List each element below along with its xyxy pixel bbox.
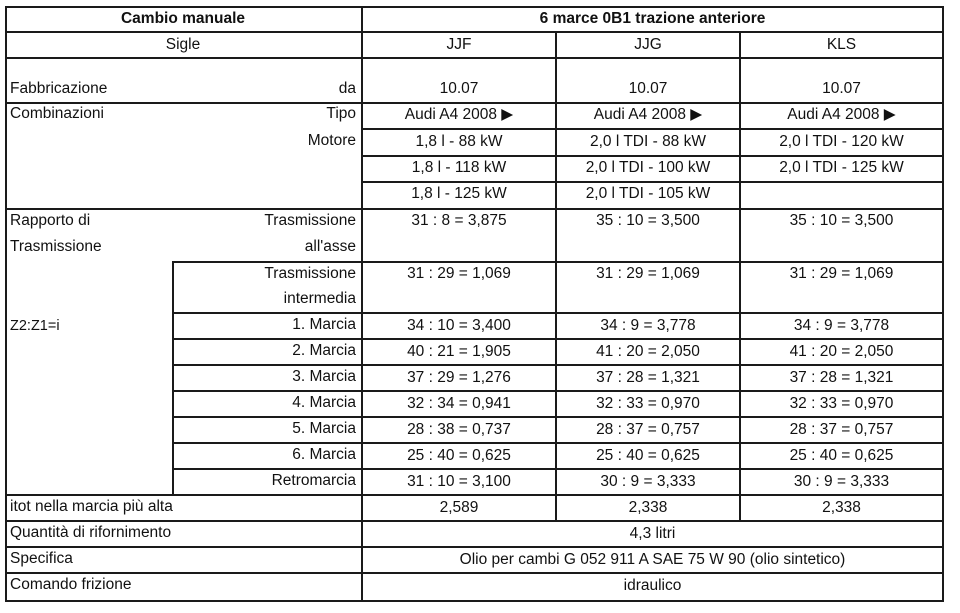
rule [172,468,944,470]
rule [361,128,944,130]
rule [172,390,944,392]
asse-value: 35 : 10 = 3,500 [789,212,894,229]
fabbricazione-value: 10.07 [439,80,479,97]
fabbricazione-label: Fabbricazione [10,80,108,97]
rule [5,208,944,210]
sigle-code: JJG [634,36,662,53]
asse-label: all'asse [304,238,356,255]
fabbricazione-sub: da [338,80,356,97]
motore-value: 2,0 l TDI - 120 kW [779,133,904,150]
gear-value: 41 : 20 = 2,050 [596,343,700,360]
gear-label: 3. Marcia [292,368,356,385]
gear-value: 32 : 33 = 0,970 [789,395,894,412]
gear-label: Retromarcia [271,472,356,489]
rule [5,546,944,548]
motore-label: Motore [307,132,356,149]
sigle-label: Sigle [165,36,201,53]
gear-value: 32 : 34 = 0,941 [407,395,511,412]
rule [5,572,944,574]
intermedia-value: 31 : 29 = 1,069 [407,265,511,282]
motore-value: 2,0 l TDI - 105 kW [585,185,711,202]
rule [5,520,944,522]
gear-value: 25 : 40 = 0,625 [407,447,511,464]
gear-value: 37 : 29 = 1,276 [407,369,511,386]
tipo-label: Tipo [326,105,356,122]
intermedia-label: Trasmissione [264,265,356,282]
gear-value: 25 : 40 = 0,625 [596,447,700,464]
fabbricazione-value: 10.07 [822,80,861,97]
rule [172,338,944,340]
intermedia-value: 31 : 29 = 1,069 [789,265,894,282]
motore-value: 2,0 l TDI - 100 kW [585,159,711,176]
rule [172,442,944,444]
rule [172,416,944,418]
gear-value: 28 : 37 = 0,757 [789,421,894,438]
gear-value: 25 : 40 = 0,625 [789,447,894,464]
itot-value: 2,338 [628,499,668,516]
sigle-code: JJF [446,36,472,53]
gear-value: 30 : 9 = 3,333 [600,473,696,490]
itot-label: itot nella marcia più alta [10,498,173,515]
rule [5,31,944,33]
gear-value: 30 : 9 = 3,333 [793,473,890,490]
rule [172,364,944,366]
frizione-label: Comando frizione [10,576,132,593]
border-left [5,6,7,602]
fabbricazione-value: 10.07 [628,80,668,97]
intermedia-label: intermedia [283,290,356,307]
specifica-value: Olio per cambi G 052 911 A SAE 75 W 90 (olio sintetico) [459,551,846,568]
rule [361,181,944,183]
rapporto-label: Rapporto di [10,212,91,229]
gear-value: 40 : 21 = 1,905 [407,343,511,360]
rule [361,155,944,157]
rule [5,102,944,104]
gear-value: 41 : 20 = 2,050 [789,343,894,360]
gear-value: 37 : 28 = 1,321 [596,369,700,386]
asse-value: 31 : 8 = 3,875 [411,212,507,229]
tipo-value: Audi A4 2008 ▶ [404,106,514,123]
motore-value: 1,8 l - 118 kW [411,159,507,176]
gear-value: 28 : 38 = 0,737 [407,421,511,438]
itot-value: 2,338 [822,499,861,516]
sigle-code: KLS [826,36,857,53]
gear-value: 32 : 33 = 0,970 [596,395,700,412]
asse-value: 35 : 10 = 3,500 [596,212,700,229]
gear-label: 2. Marcia [292,342,356,359]
motore-value: 1,8 l - 88 kW [415,133,503,150]
itot-value: 2,589 [439,499,479,516]
header-title-left: Cambio manuale [120,10,246,27]
tipo-value: Audi A4 2008 ▶ [787,106,896,123]
border-right [942,6,944,602]
rifornimento-value: 4,3 litri [629,525,676,542]
rapporto-label: Trasmissione [10,238,102,255]
gear-value: 34 : 10 = 3,400 [407,317,511,334]
gear-value: 28 : 37 = 0,757 [596,421,700,438]
gear-value: 34 : 9 = 3,778 [793,317,890,334]
gear-label: 1. Marcia [292,316,356,333]
gear-label: 4. Marcia [292,394,356,411]
gear-value: 37 : 28 = 1,321 [789,369,894,386]
motore-value: 1,8 l - 125 kW [411,185,507,202]
rule [172,312,944,314]
motore-value: 2,0 l TDI - 125 kW [779,159,904,176]
gear-label: 5. Marcia [292,420,356,437]
combinazioni-label: Combinazioni [10,105,104,122]
specifica-label: Specifica [10,550,73,567]
tipo-value: Audi A4 2008 ▶ [593,106,703,123]
gearbox-spec-table [5,6,944,602]
gear-value: 31 : 10 = 3,100 [407,473,511,490]
header-title-right: 6 marce 0B1 trazione anteriore [539,10,766,27]
border-top [5,6,944,8]
gear-value: 34 : 9 = 3,778 [600,317,696,334]
rapporto-formula: Z2:Z1=i [10,318,60,334]
rifornimento-label: Quantità di rifornimento [10,524,172,541]
intermedia-value: 31 : 29 = 1,069 [596,265,700,282]
asse-label: Trasmissione [264,212,356,229]
gear-label: 6. Marcia [292,446,356,463]
rule [5,494,944,496]
rule [172,261,944,263]
motore-value: 2,0 l TDI - 88 kW [590,133,706,150]
frizione-value: idraulico [623,577,682,594]
rule [5,57,944,59]
column-rule [172,261,174,494]
border-bottom [5,600,944,602]
